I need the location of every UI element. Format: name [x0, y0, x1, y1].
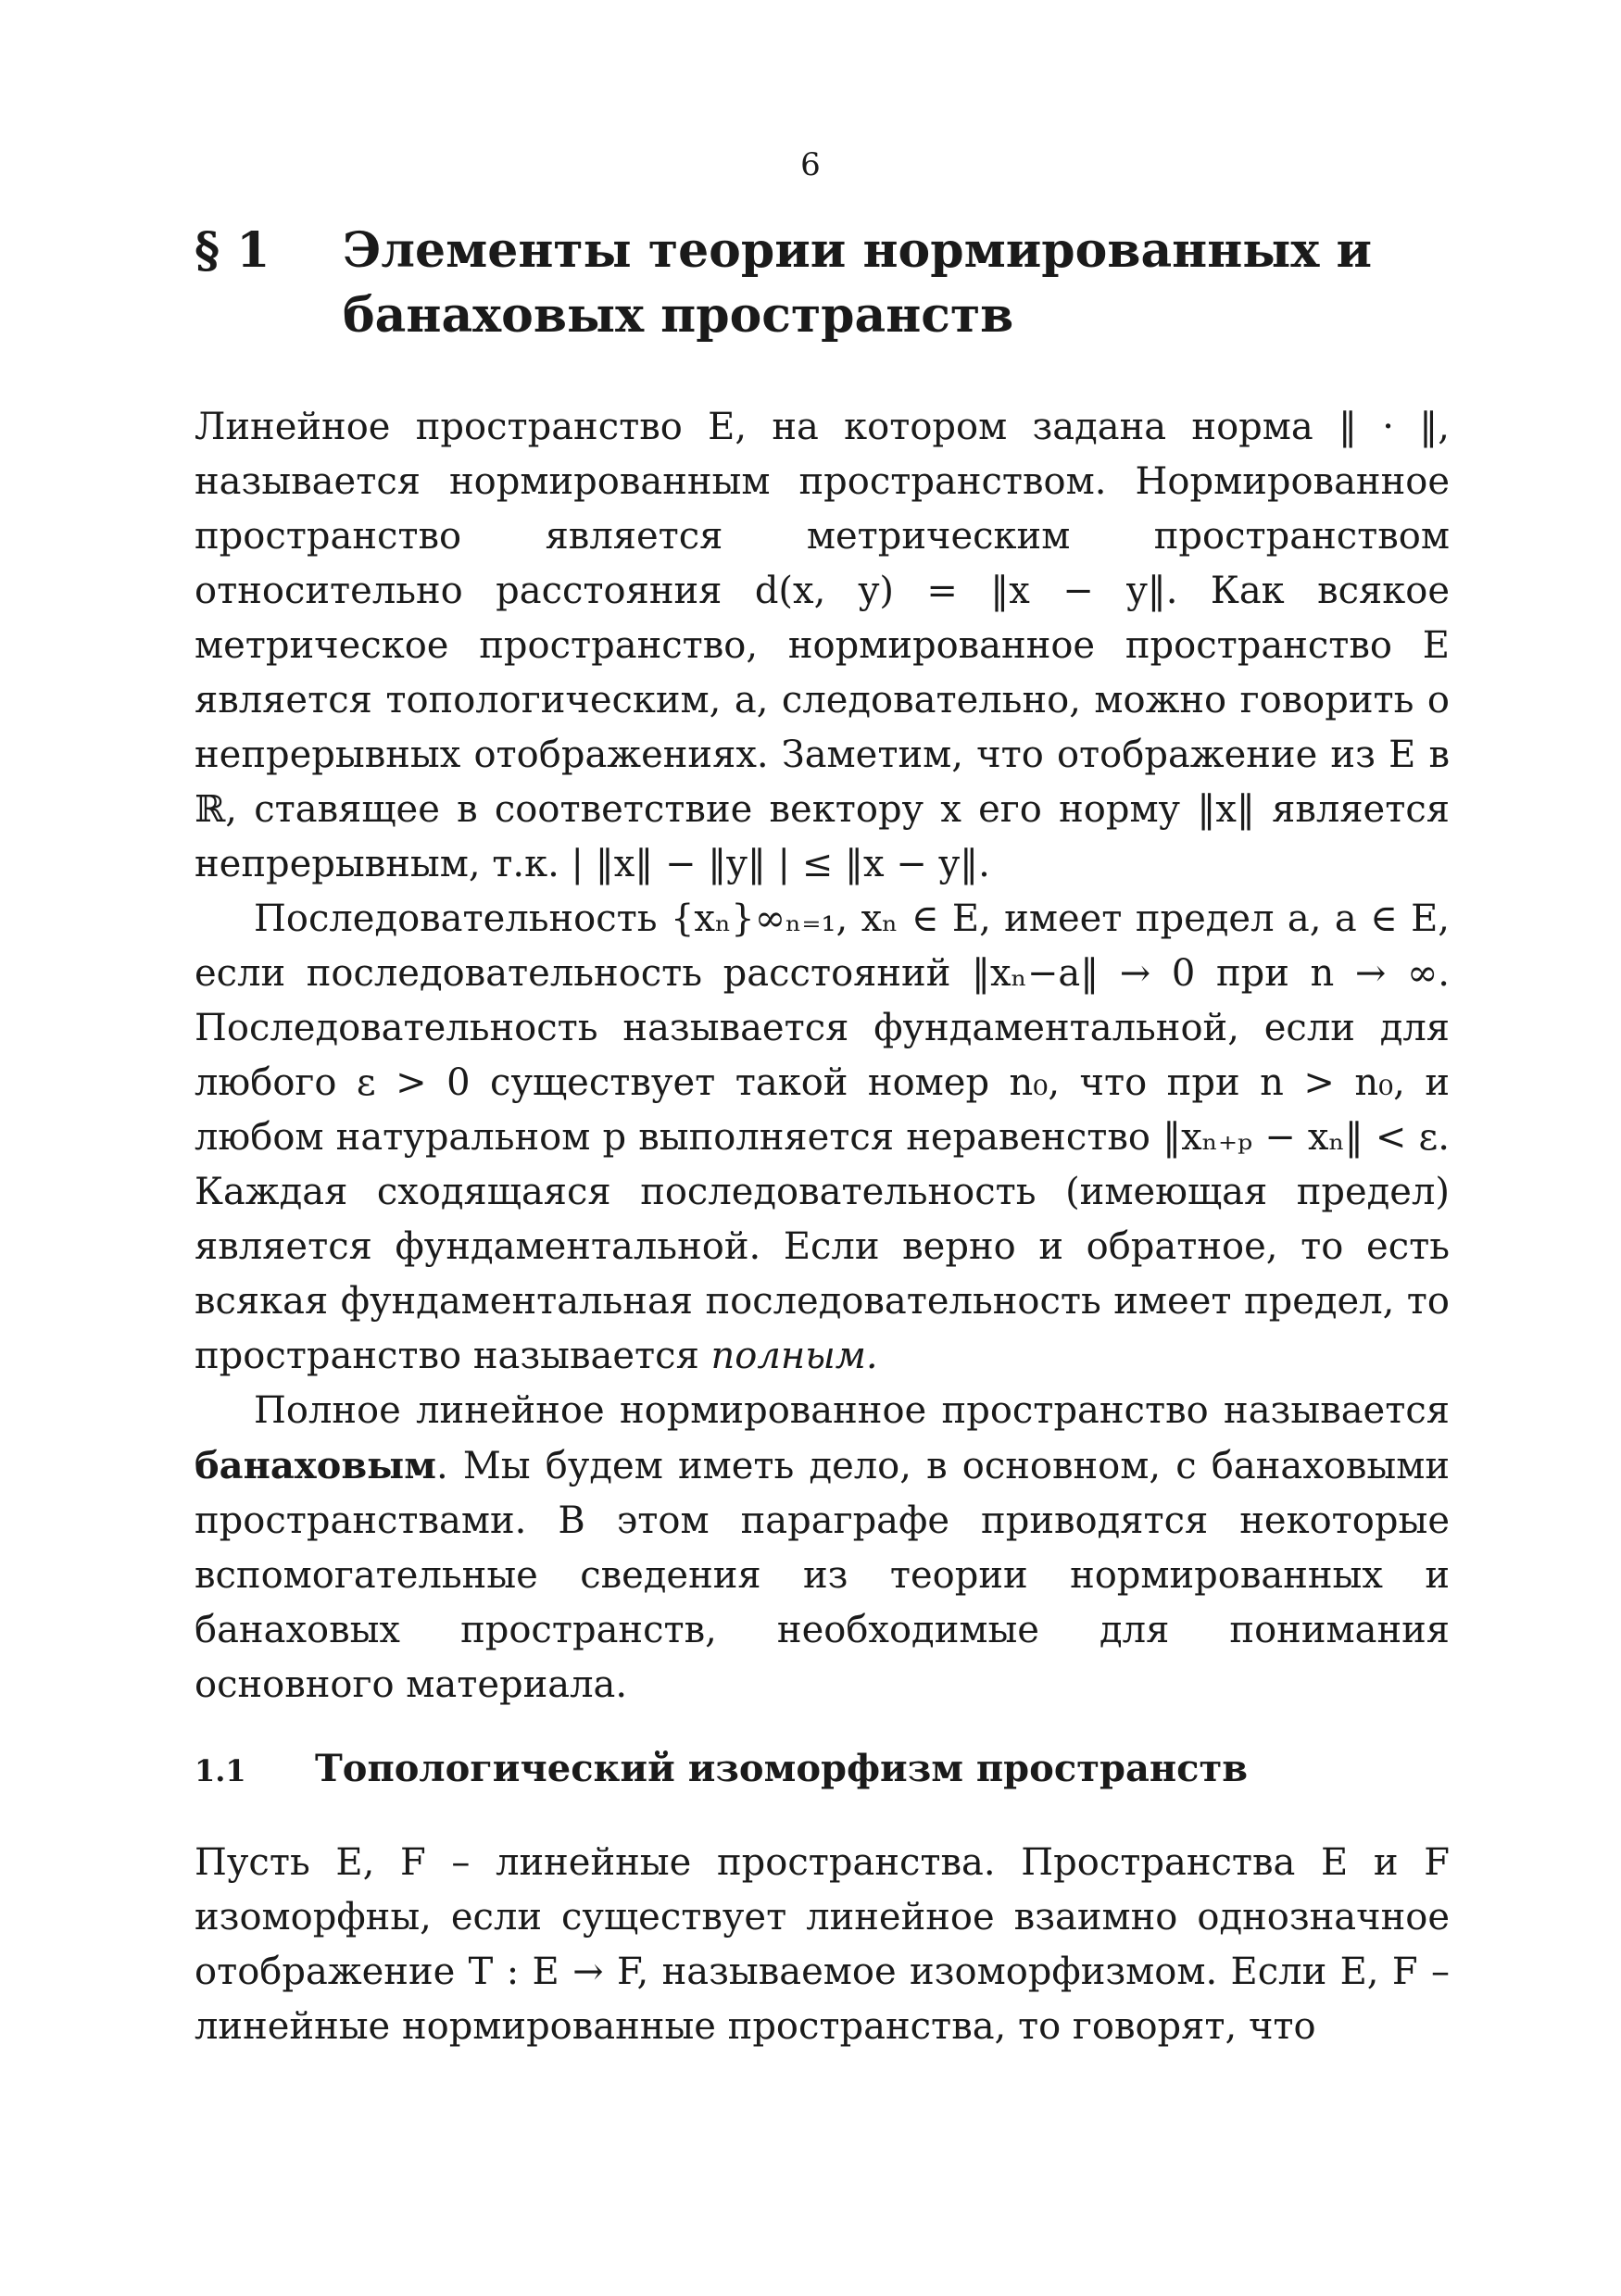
subsection-heading	[195, 1741, 1454, 1799]
paragraph-3	[195, 1384, 1450, 1713]
paragraph-3-text-after: . Мы будем иметь дело, в основном, с банаховыми пространствами. В этом параграфе приводятся некоторые вспомогательные сведения из теории нормированных и банаховых пространств, необходимые для понимания основного материала.	[195, 1445, 1450, 1706]
section-heading	[195, 219, 1454, 348]
term-complete: полным.	[710, 1335, 878, 1377]
paragraph-1: Линейное пространство E, на котором задана норма ‖ · ‖, называется нормированным пространством. Нормированное пространство является метрическим пространством относительно расстояния d(x, y) = ‖x − y‖. Как всякое метрическое пространство, нормированное пространство E является топологическим, а, следовательно, можно говорить о непрерывных отображениях. Заметим, что отображение из E в ℝ, ставящее в соответствие вектору x его норму ‖x‖ является непрерывным, т.к. | ‖x‖ − ‖y‖ | ≤ ‖x − y‖.	[195, 406, 1450, 885]
section-body	[195, 400, 1450, 1713]
subsection-number: 1.1	[195, 1753, 246, 1788]
term-banach: банаховым	[195, 1444, 436, 1487]
section-title: Элементы теории нормированных и банаховых пространств	[343, 222, 1373, 344]
subsection-body	[195, 1836, 1450, 2054]
subsection-paragraph: Пусть E, F – линейные пространства. Пространства E и F изоморфны, если существует линейное взаимно однозначное отображение T : E → F, называемое изоморфизмом. Если E, F – линейные нормированные пространства, то говорят, что	[195, 1841, 1450, 2048]
paragraph-3-text-before: Полное линейное нормированное пространство называется	[254, 1389, 1450, 1432]
subsection-title: Топологический изоморфизм пространств	[315, 1747, 1249, 1790]
section-number: § 1	[195, 222, 270, 279]
page-number: 6	[800, 146, 821, 183]
paragraph-2-text: Последовательность {xₙ}∞ₙ₌₁, xₙ ∈ E, имеет предел a, a ∈ E, если последовательность расстояний ‖xₙ−a‖ → 0 при n → ∞. Последовательность называется фундаментальной, если для любого ε > 0 существует такой номер n₀, что при n > n₀, и любом натуральном p выполняется неравенство ‖xₙ₊ₚ − xₙ‖ < ε. Каждая сходящаяся последовательность (имеющая предел) является фундаментальной. Если верно и обратное, то есть всякая фундаментальная последовательность имеет предел, то пространство называется	[195, 897, 1450, 1377]
paragraph-2	[195, 892, 1450, 1384]
